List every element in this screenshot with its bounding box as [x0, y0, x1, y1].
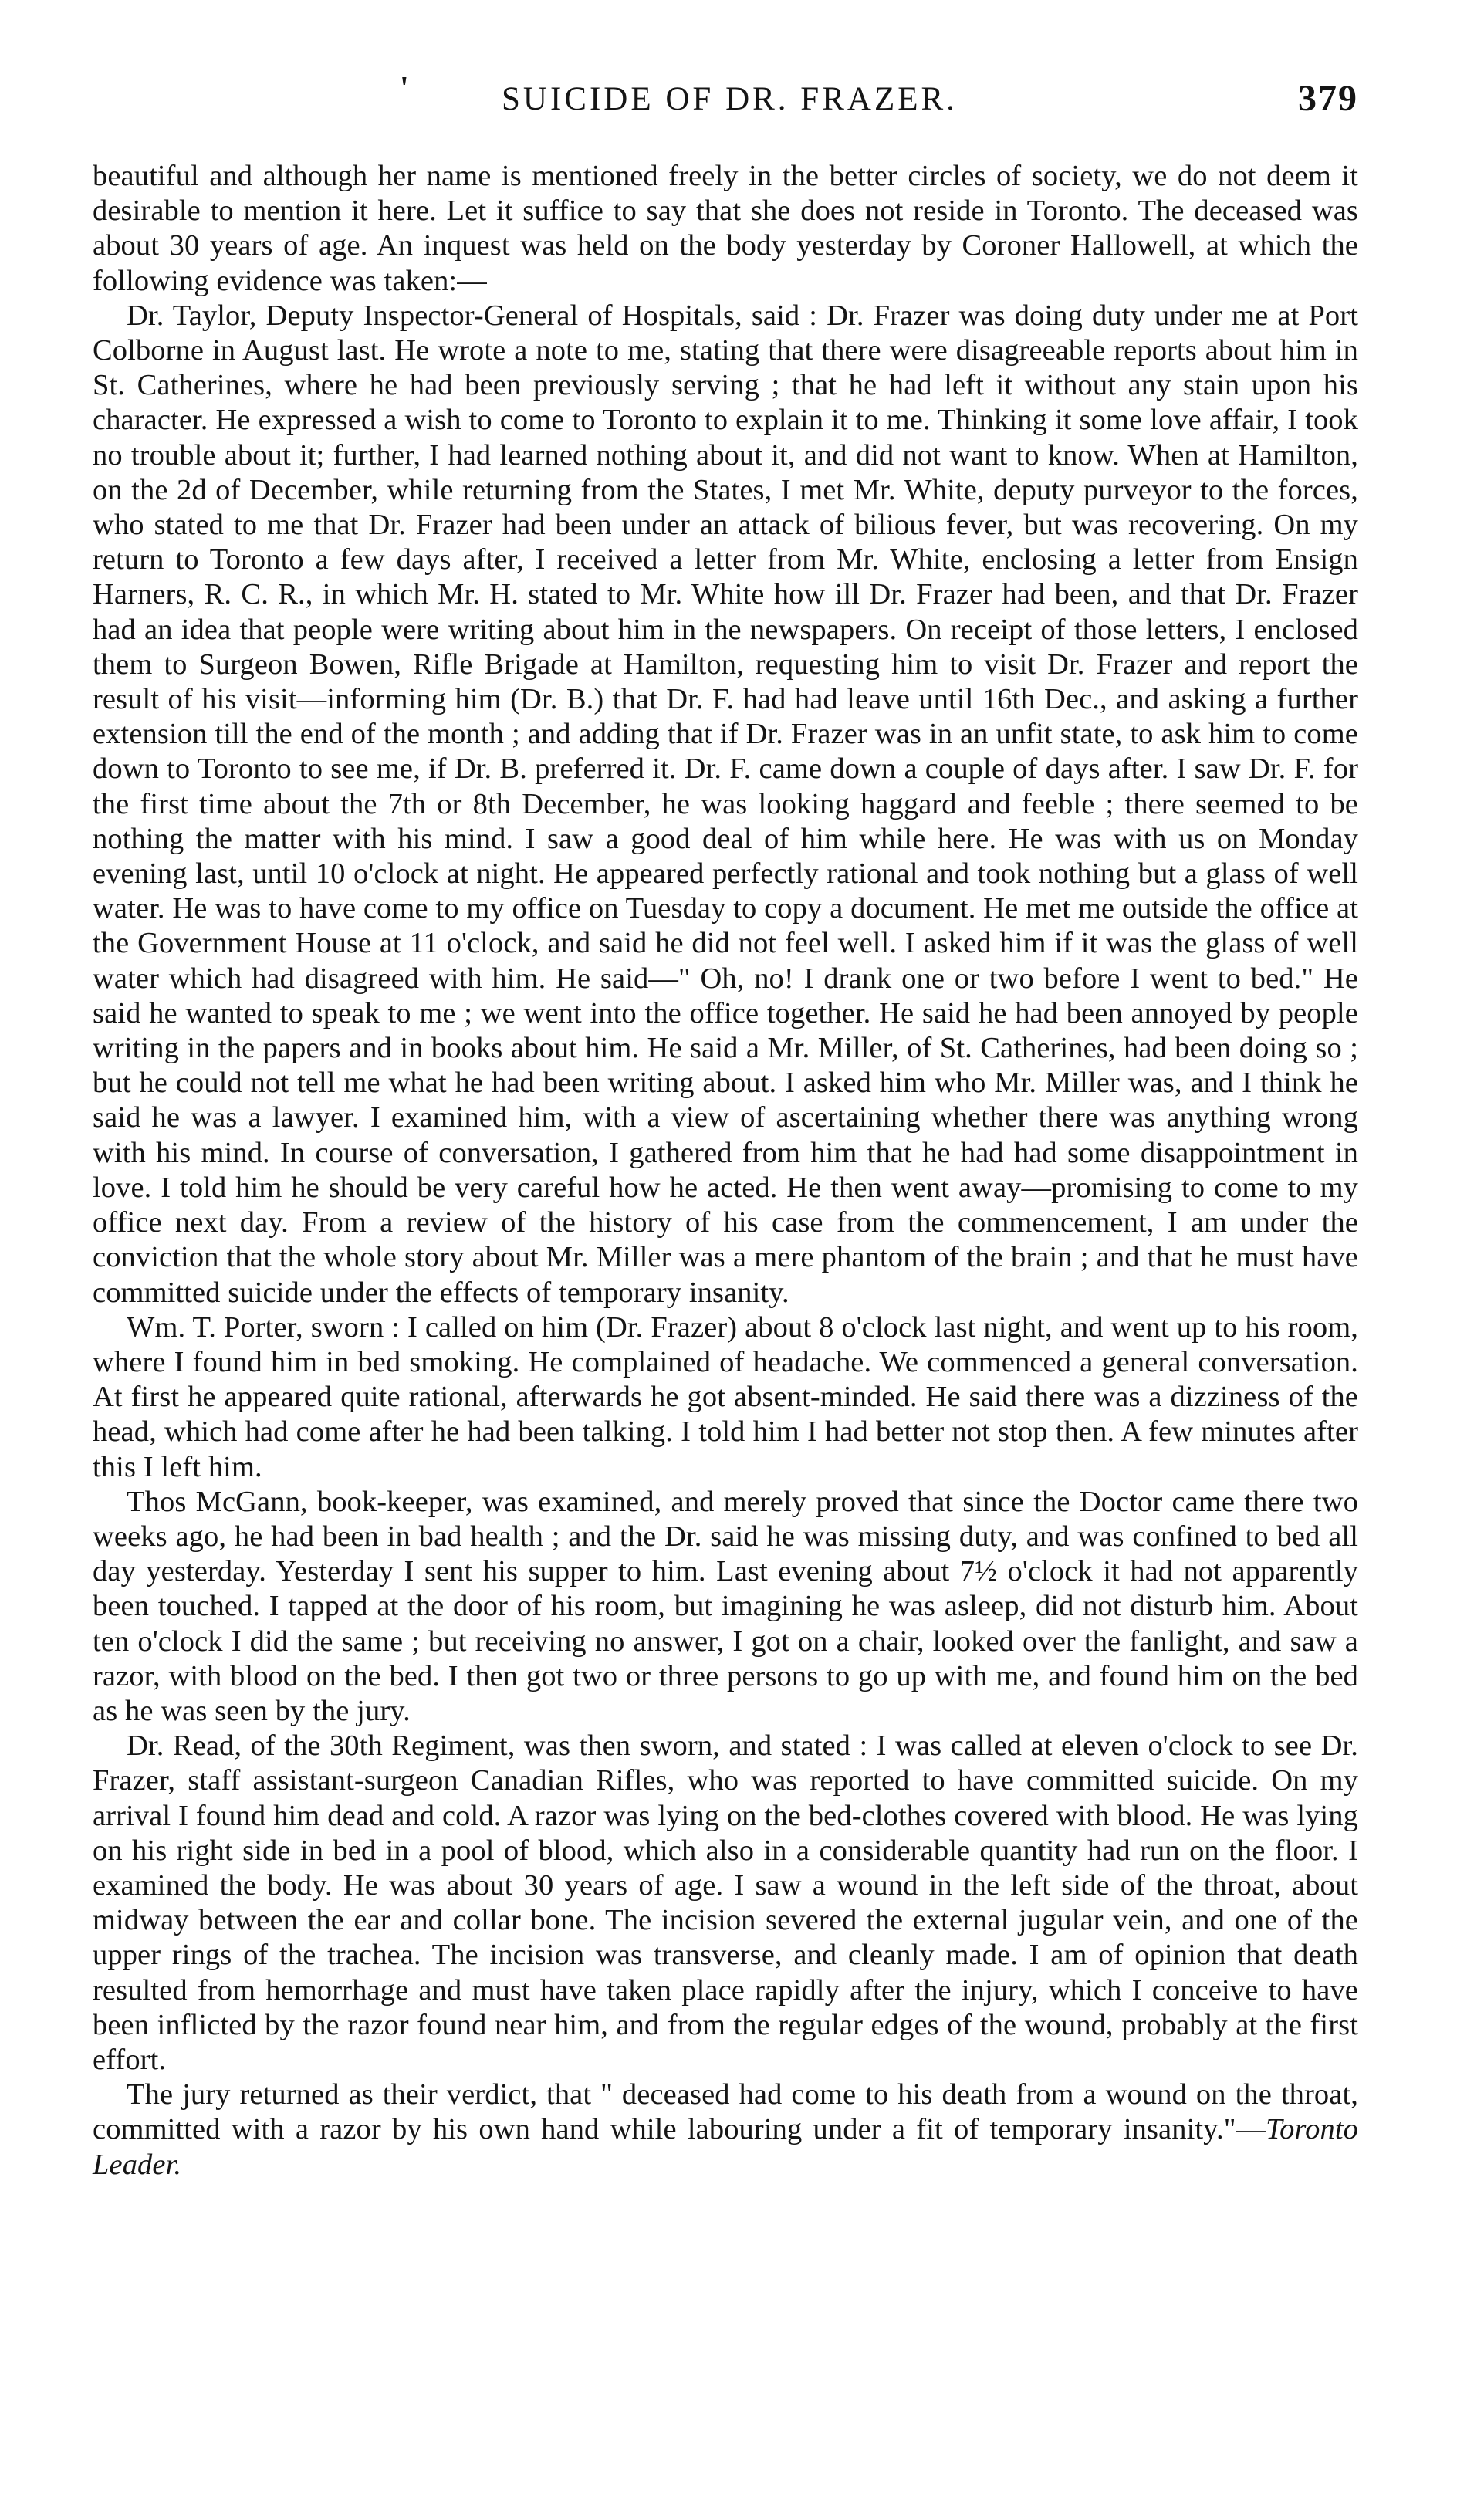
page-number: 379 — [1298, 78, 1358, 119]
page-title: SUICIDE OF DR. FRAZER. — [502, 81, 958, 117]
verdict-text: The jury returned as their verdict, that " deceased had come to his death from a wound on the throat, committed with a razor by his own hand while labouring under a fit of temporary insanity."— — [93, 2078, 1358, 2146]
running-head — [93, 68, 1358, 137]
paragraph-dr-taylor-testimony: Dr. Taylor, Deputy Inspector-General of Hospitals, said : Dr. Frazer was doing duty under me at Port Colborne in August last. He wrote a note to me, stating that there were disagreeable reports about him in St. Catherines, where he had been previously serving ; that he had left it without any stain upon his character. He expressed a wish to come to Toronto to explain it to me. Thinking it some love affair, I took no trouble about it; further, I had learned nothing about it, and did not want to know. When at Hamilton, on the 2d of December, while returning from the States, I met Mr. White, deputy purveyor to the forces, who stated to me that Dr. Frazer had been under an attack of bilious fever, but was recovering. On my return to Toronto a few days after, I received a letter from Mr. White, enclosing a letter from Ensign Harners, R. C. R., in which Mr. H. stated to Mr. White how ill Dr. Frazer had been, and that Dr. Frazer had an idea that people were writing about him in the newspapers. On receipt of those letters, I enclosed them to Surgeon Bowen, Rifle Brigade at Hamilton, requesting him to visit Dr. Frazer and report the result of his visit—informing him (Dr. B.) that Dr. F. had had leave until 16th Dec., and asking a further extension till the end of the month ; and adding that if Dr. Frazer was in an unfit state, to ask him to come down to Toronto to see me, if Dr. B. preferred it. Dr. F. came down a couple of days after. I saw Dr. F. for the first time about the 7th or 8th December, he was looking haggard and feeble ; there seemed to be nothing the matter with his mind. I saw a good deal of him while here. He was with us on Monday evening last, until 10 o'clock at night. He appeared perfectly rational and took nothing but a glass of well water. He was to have come to my office on Tuesday to copy a document. He met me outside the office at the Government House at 11 o'clock, and said he did not feel well. I asked him if it was the glass of well water which had disagreed with him. He said—" Oh, no! I drank one or two before I went to bed." He said he wanted to speak to me ; we went into the office together. He said he had been annoyed by people writing in the papers and in books about him. He said a Mr. Miller, of St. Catherines, had been doing so ; but he could not tell me what he had been writing about. I asked him who Mr. Miller was, and I think he said he was a lawyer. I examined him, with a view of ascertaining whether there was anything wrong with his mind. In course of conversation, I gathered from him that he had had some disappointment in love. I told him he should be very careful how he acted. He then went away—promising to come to my office next day. From a review of the history of his case from the commencement, I am under the conviction that the whole story about Mr. Miller was a mere phantom of the brain ; and that he must have committed suicide under the effects of temporary insanity. — [93, 299, 1358, 1309]
paragraph-porter-testimony: Wm. T. Porter, sworn : I called on him (Dr. Frazer) about 8 o'clock last night, and went up to his room, where I found him in bed smoking. He complained of headache. We commenced a general conversation. At first he appeared quite rational, afterwards he got absent-minded. He said there was a dizziness of the head, which had come after he had been talking. I told him I had better not stop then. A few minutes after this I left him. — [93, 1310, 1358, 1483]
paragraph-verdict — [93, 2078, 1358, 2182]
article-body — [93, 159, 1358, 2182]
paragraph-mcgann-testimony: Thos McGann, book-keeper, was examined, and merely proved that since the Doctor came there two weeks ago, he had been in bad health ; and the Dr. said he was missing duty, and was confined to bed all day yesterday. Yesterday I sent his supper to him. Last evening about 7½ o'clock it had not apparently been touched. I tapped at the door of his room, but imagining he was asleep, did not disturb him. About ten o'clock I did the same ; but receiving no answer, I got on a chair, looked over the fanlight, and saw a razor, with blood on the bed. I then got two or three persons to go up with me, and found him on the bed as he was seen by the jury. — [93, 1485, 1358, 1727]
source-credit: Toronto Leader. — [93, 2113, 1358, 2181]
paragraph-dr-read-testimony: Dr. Read, of the 30th Regiment, was then sworn, and stated : I was called at eleven o'clock to see Dr. Frazer, staff assistant-surgeon Canadian Rifles, who was reported to have committed suicide. On my arrival I found him dead and cold. A razor was lying on the bed-clothes covered with blood. He was lying on his right side in bed in a pool of blood, which also in a considerable quantity had run on the floor. I examined the body. He was about 30 years of age. I saw a wound in the left side of the throat, about midway between the ear and collar bone. The incision severed the external jugular vein, and one of the upper rings of the trachea. The incision was transverse, and cleanly made. I am of opinion that death resulted from hemorrhage and must have taken place rapidly after the injury, which I conceive to have been inflicted by the razor found near him, and from the regular edges of the wound, probably at the first effort. — [93, 1729, 1358, 2076]
printer-mark: ' — [400, 71, 409, 107]
paragraph-continuation: beautiful and although her name is mentioned freely in the better circles of society, we do not deem it desirable to mention it here. Let it suffice to say that she does not reside in Toronto. The deceased was about 30 years of age. An inquest was held on the body yesterday by Coroner Hallowell, at which the following evidence was taken:— — [93, 160, 1358, 297]
